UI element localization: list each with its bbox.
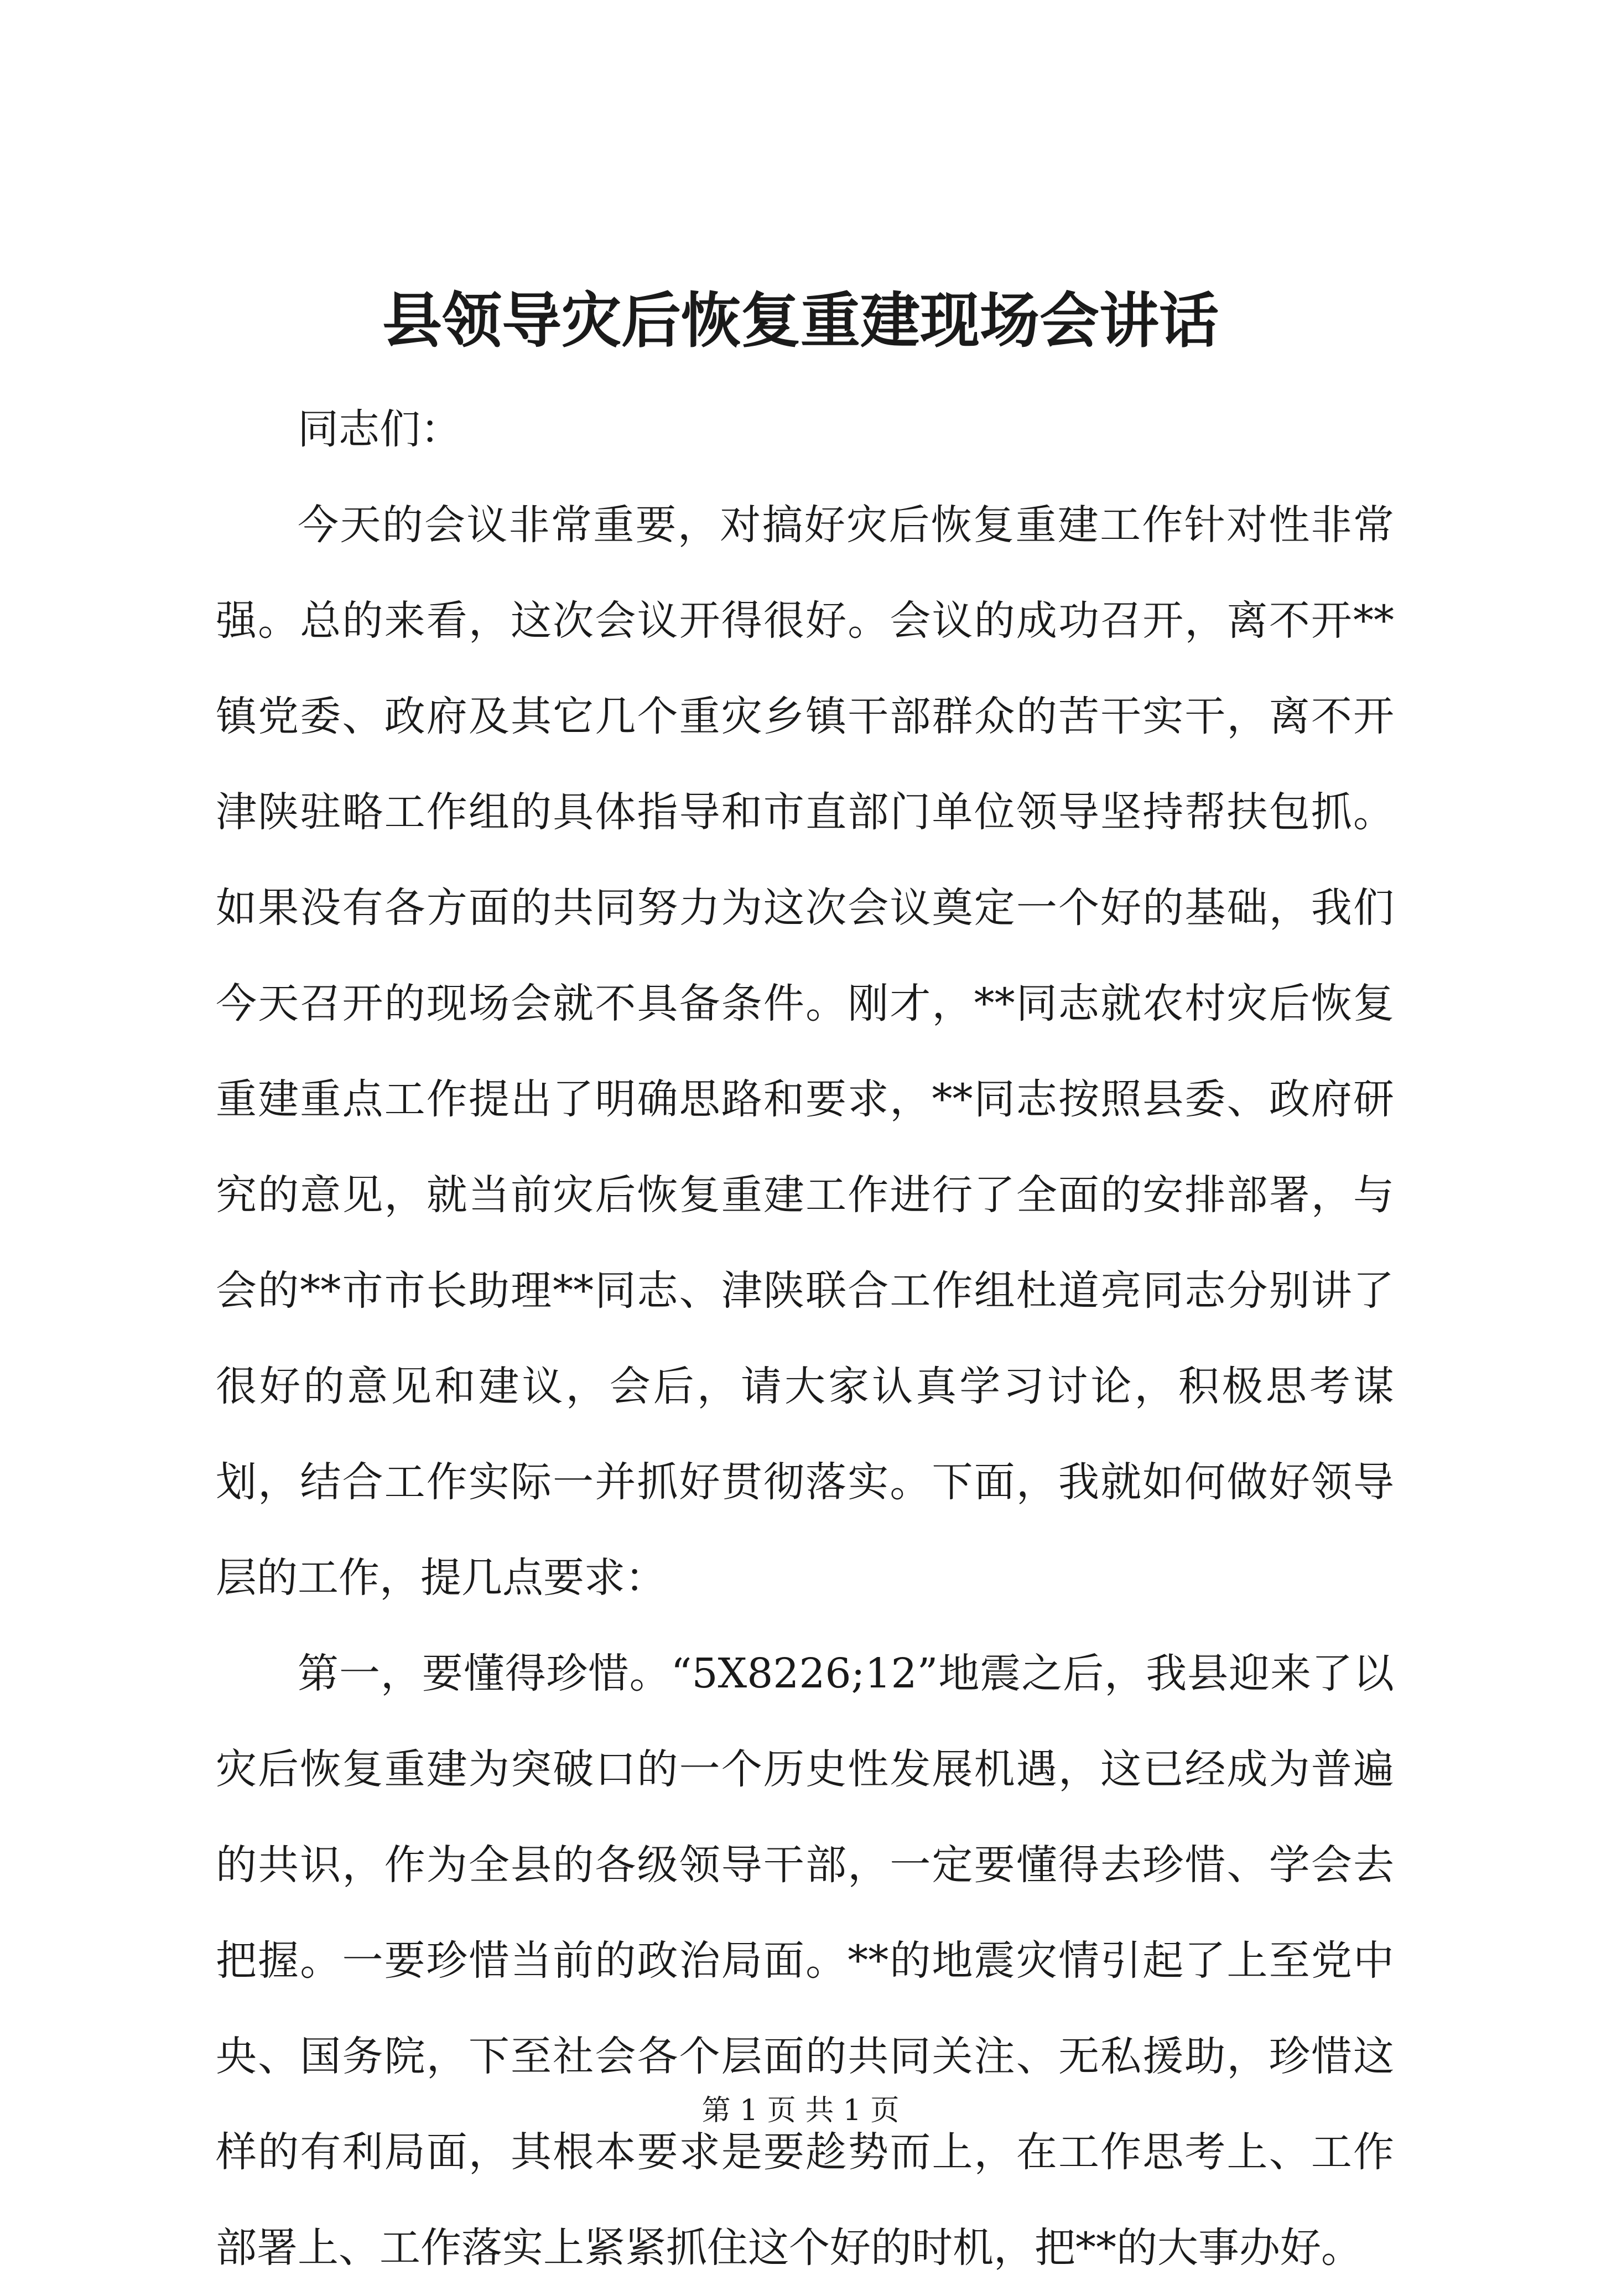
salutation: 同志们：	[298, 406, 461, 453]
document-title: 县领导灾后恢复重建现场会讲话	[382, 286, 1219, 356]
document-body	[216, 382, 1394, 2296]
paragraph-1: 今天的会议非常重要，对搞好灾后恢复重建工作针对性非常强。总的来看，这次会议开得很好。会议的成功召开，离不开**镇党委、政府及其它几个重灾乡镇干部群众的苦干实干，离不开津陕驻略工作组的具体指导和市直部门单位领导坚持帮扶包抓。如果没有各方面的共同努力为这次会议奠定一个好的基础，我们今天召开的现场会就不具备条件。刚才，**同志就农村灾后恢复重建重点工作提出了明确思路和要求，**同志按照县委、政府研究的意见，就当前灾后恢复重建工作进行了全面的安排部署，与会的**市市长助理**同志、津陕联合工作组杜道亮同志分别讲了很好的意见和建议，会后，请大家认真学习讨论，积极思考谋划，结合工作实际一并抓好贯彻落实。下面，我就如何做好领导层的工作，提几点要求：	[216, 501, 1394, 1602]
page-footer: 第 1 页 共 1 页	[701, 2094, 900, 2127]
paragraph-2: 第一，要懂得珍惜。“5X8226;12”地震之后，我县迎来了以灾后恢复重建为突破口的一个历史性发展机遇，这已经成为普遍的共识，作为全县的各级领导干部，一定要懂得去珍惜、学会去把握。一要珍惜当前的政治局面。**的地震灾情引起了上至党中央、国务院，下至社会各个层面的共同关注、无私援助，珍惜这样的有利局面，其根本要求是要趁势而上，在工作思考上、工作部署上、工作落实上紧紧抓住这个好的时机，把**的大事办好。	[216, 1650, 1394, 2272]
